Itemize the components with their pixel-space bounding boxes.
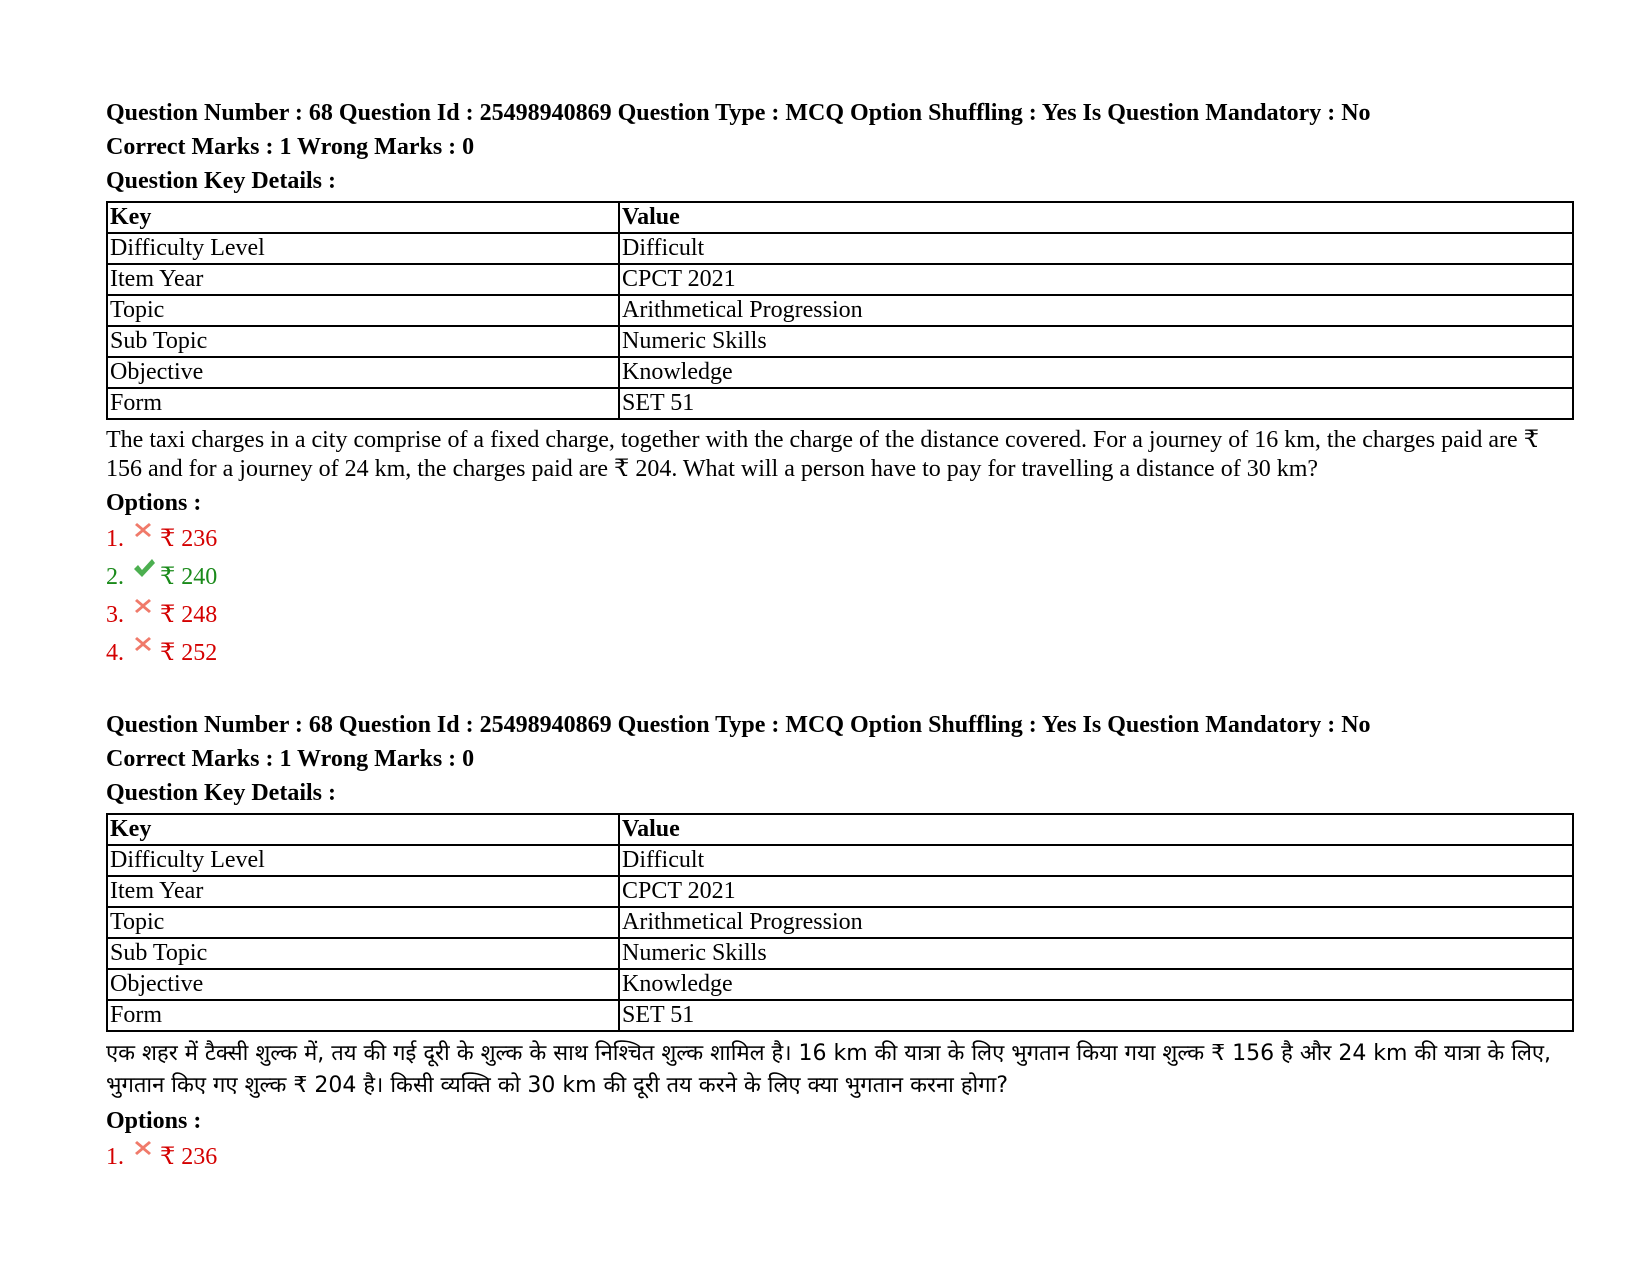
table-cell-key: Objective	[107, 969, 619, 1000]
table-cell-value: Difficult	[619, 233, 1573, 264]
table-header-row	[107, 814, 1573, 845]
question-text: The taxi charges in a city comprise of a fixed charge, together with the charge of the distance covered. For a journey of 16 km, the charges paid are ₹ 156 and for a journey of 24 km, the charges paid are ₹ 204. What will a person have to pay for travelling a distance of 30 km?	[106, 427, 1539, 482]
table-header-value: Value	[619, 202, 1573, 233]
table-row	[107, 388, 1573, 419]
table-cell-value: CPCT 2021	[619, 264, 1573, 295]
cross-icon	[132, 519, 156, 543]
table-header-key: Key	[107, 814, 619, 845]
cross-icon	[132, 595, 156, 619]
table-cell-key: Item Year	[107, 264, 619, 295]
table-row	[107, 845, 1573, 876]
table-cell-value: Knowledge	[619, 357, 1573, 388]
key-details-label: Question Key Details :	[106, 168, 336, 194]
table-row	[107, 264, 1573, 295]
option-number: 1.	[106, 526, 124, 552]
option-value: ₹ 248	[160, 602, 218, 628]
table-cell-key: Topic	[107, 907, 619, 938]
option-item	[106, 1138, 1572, 1176]
option-number: 2.	[106, 564, 124, 590]
table-cell-value: SET 51	[619, 388, 1573, 419]
table-row	[107, 907, 1573, 938]
option-number: 3.	[106, 602, 124, 628]
option-number: 1.	[106, 1144, 124, 1170]
marks-line: Correct Marks : 1 Wrong Marks : 0	[106, 746, 475, 772]
check-icon	[132, 557, 156, 581]
table-row	[107, 1000, 1573, 1031]
table-row	[107, 326, 1573, 357]
option-item	[106, 634, 1572, 672]
table-cell-value: Knowledge	[619, 969, 1573, 1000]
table-cell-value: Numeric Skills	[619, 326, 1573, 357]
option-value: ₹ 240	[160, 564, 218, 590]
table-cell-key: Item Year	[107, 876, 619, 907]
table-cell-key: Form	[107, 1000, 619, 1031]
option-number: 4.	[106, 640, 124, 666]
question-block	[106, 708, 1572, 1176]
table-header-value: Value	[619, 814, 1573, 845]
table-cell-key: Form	[107, 388, 619, 419]
table-header-row	[107, 202, 1573, 233]
option-item	[106, 558, 1572, 596]
options-label: Options :	[106, 490, 202, 516]
table-cell-value: Arithmetical Progression	[619, 907, 1573, 938]
key-details-table	[106, 813, 1574, 1032]
table-row	[107, 295, 1573, 326]
table-cell-key: Sub Topic	[107, 326, 619, 357]
document-page	[106, 96, 1572, 1176]
question-text: एक शहर में टैक्सी शुल्क में, तय की गई दूरी के शुल्क के साथ निश्चित शुल्क शामिल है। 16 km की यात्रा के लिए भुगतान किया गया शुल्क ₹ 156 है और 24 km की यात्रा के लिए, भुगतान किए गए शुल्क ₹ 204 है। किसी व्यक्ति को 30 km की दूरी तय करने के लिए क्या भुगतान करना होगा?	[106, 1041, 1552, 1098]
table-cell-key: Difficulty Level	[107, 233, 619, 264]
table-cell-value: Difficult	[619, 845, 1573, 876]
question-block	[106, 96, 1572, 672]
table-row	[107, 876, 1573, 907]
table-cell-value: SET 51	[619, 1000, 1573, 1031]
cross-icon	[132, 633, 156, 657]
question-meta-line: Question Number : 68 Question Id : 25498940869 Question Type : MCQ Option Shuffling : Yes Is Question Mandatory : No	[106, 100, 1371, 126]
cross-icon	[132, 1137, 156, 1161]
table-cell-value: Arithmetical Progression	[619, 295, 1573, 326]
table-row	[107, 938, 1573, 969]
option-value: ₹ 252	[160, 640, 218, 666]
table-cell-value: Numeric Skills	[619, 938, 1573, 969]
table-cell-key: Objective	[107, 357, 619, 388]
table-cell-key: Difficulty Level	[107, 845, 619, 876]
table-cell-key: Topic	[107, 295, 619, 326]
option-item	[106, 520, 1572, 558]
table-row	[107, 357, 1573, 388]
table-row	[107, 233, 1573, 264]
marks-line: Correct Marks : 1 Wrong Marks : 0	[106, 134, 475, 160]
option-value: ₹ 236	[160, 526, 218, 552]
table-cell-key: Sub Topic	[107, 938, 619, 969]
key-details-table	[106, 201, 1574, 420]
table-header-key: Key	[107, 202, 619, 233]
option-item	[106, 596, 1572, 634]
question-meta-line: Question Number : 68 Question Id : 25498940869 Question Type : MCQ Option Shuffling : Yes Is Question Mandatory : No	[106, 712, 1371, 738]
options-label: Options :	[106, 1108, 202, 1134]
option-value: ₹ 236	[160, 1144, 218, 1170]
table-cell-value: CPCT 2021	[619, 876, 1573, 907]
key-details-label: Question Key Details :	[106, 780, 336, 806]
table-row	[107, 969, 1573, 1000]
